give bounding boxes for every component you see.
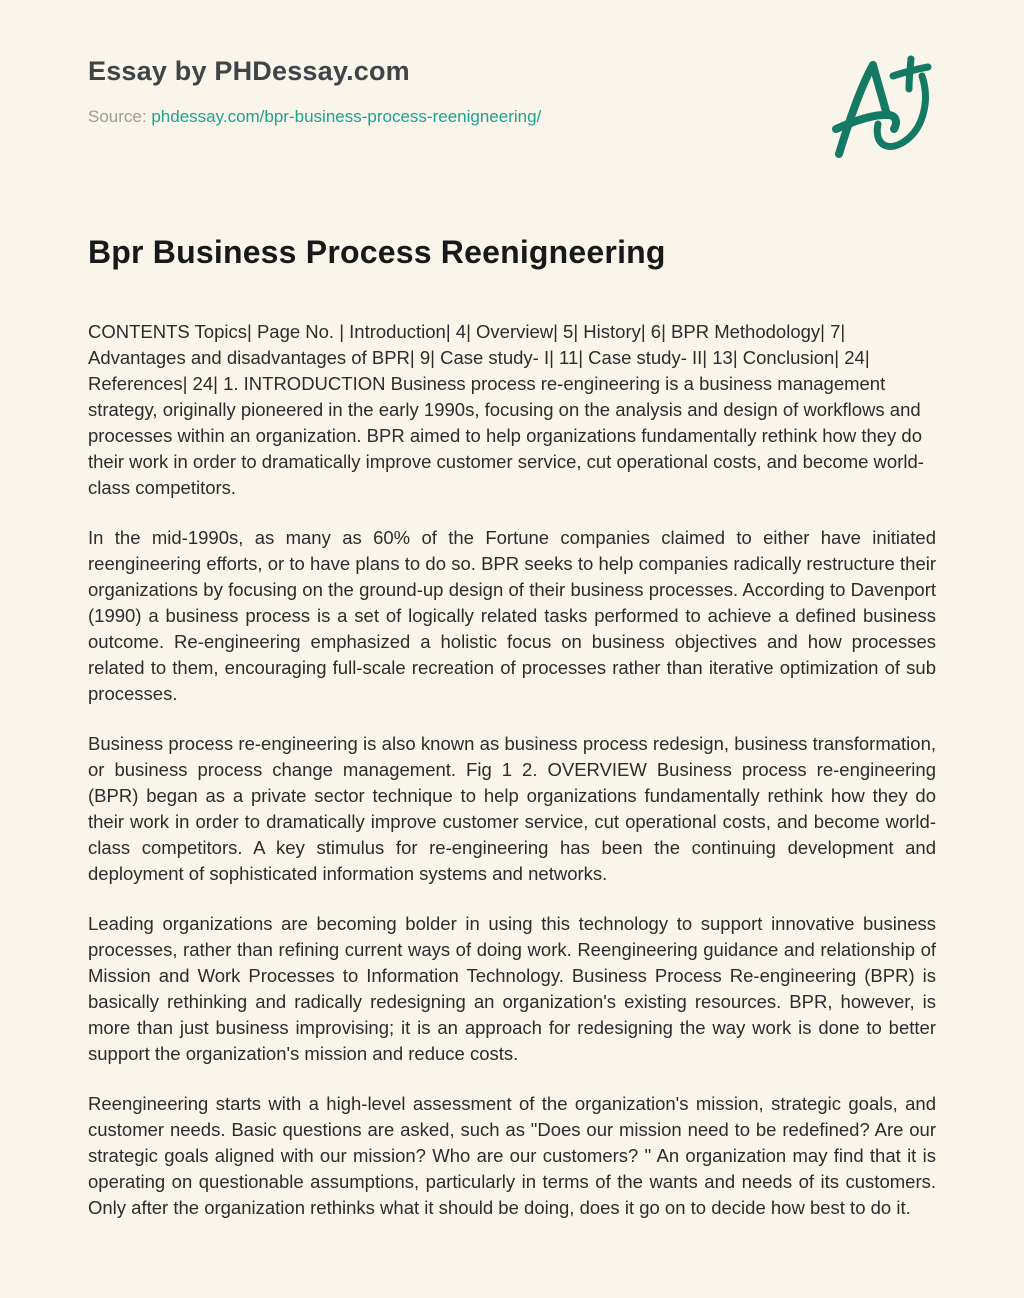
source-link[interactable]: phdessay.com/bpr-business-process-reenigneering/ <box>151 107 542 126</box>
essay-body <box>88 319 936 1221</box>
page-title: Bpr Business Process Reenigneering <box>88 234 666 270</box>
a-plus-logo <box>832 52 932 164</box>
source-line <box>88 107 541 127</box>
essay-paragraph: Reengineering starts with a high-level assessment of the organization's mission, strategic goals, and customer needs. Basic questions are asked, such as "Does our mission need to be redefined? Are our strategic goals aligned with our mission? Who are our customers? " An organization may find that it is operating on questionable assumptions, particularly in terms of the wants and needs of its customers. Only after the organization rethinks what it should be doing, does it go on to decide how best to do it. <box>88 1093 936 1218</box>
page-header <box>88 50 936 164</box>
essay-paragraph: Business process re-engineering is also known as business process redesign, business transformation, or business process change management. Fig 1 2. OVERVIEW Business process re-engineering (BPR) began as a private sector technique to help organizations fundamentally rethink how they do their work in order to dramatically improve customer service, cut operational costs, and become world-class competitors. A key stimulus for re-engineering has been the continuing development and deployment of sophisticated information systems and networks. <box>88 733 936 884</box>
essay-paragraph: CONTENTS Topics| Page No. | Introduction| 4| Overview| 5| History| 6| BPR Methodology| 7| Advantages and disadvantages of BPR| 9| Case study- I| 11| Case study- II| 13| Conclusion| 24| References| 24| 1. INTRODUCTION Business process re-engineering is a business management strategy, originally pioneered in the early 1990s, focusing on the analysis and design of workflows and processes within an organization. BPR aimed to help organizations fundamentally rethink how they do their work in order to dramatically improve customer service, cut operational costs, and become world-class competitors. <box>88 321 924 498</box>
source-label: Source: <box>88 107 147 126</box>
site-title: Essay by PHDessay.com <box>88 56 410 86</box>
essay-paragraph: In the mid-1990s, as many as 60% of the Fortune companies claimed to either have initiated reengineering efforts, or to have plans to do so. BPR seeks to help companies radically restructure their organizations by focusing on the ground-up design of their business processes. According to Davenport (1990) a business process is a set of logically related tasks performed to achieve a defined business outcome. Re-engineering emphasized a holistic focus on business objectives and how processes related to them, encouraging full-scale recreation of processes rather than iterative optimization of sub processes. <box>88 527 936 704</box>
essay-paragraph: Leading organizations are becoming bolder in using this technology to support innovative business processes, rather than refining current ways of doing work. Reengineering guidance and relationship of Mission and Work Processes to Information Technology. Business Process Re-engineering (BPR) is basically rethinking and radically redesigning an organization's existing resources. BPR, however, is more than just business improvising; it is an approach for redesigning the way work is done to better support the organization's mission and reduce costs. <box>88 913 936 1064</box>
header-text-block <box>88 50 541 127</box>
